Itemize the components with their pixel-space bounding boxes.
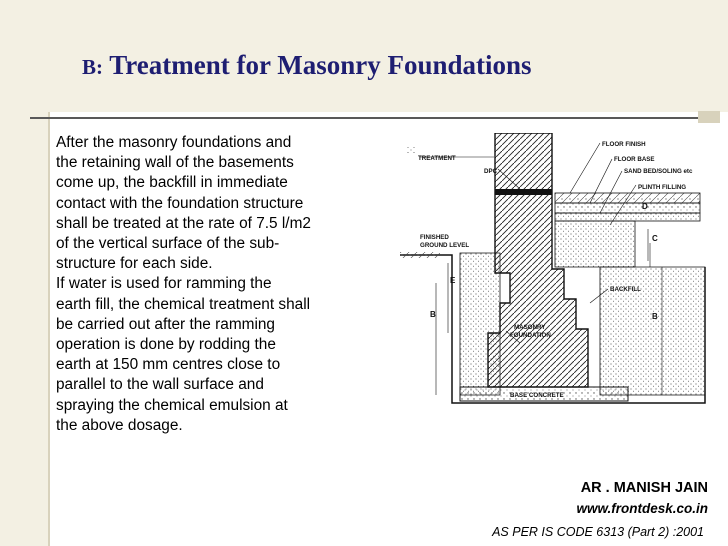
code-reference: AS PER IS CODE 6313 (Part 2) :2001: [492, 525, 704, 539]
dim-e: E: [450, 276, 456, 285]
dim-b-right: B: [652, 312, 658, 321]
treatment-legend-swatch: [406, 147, 416, 153]
body-paragraph: After the masonry foundations and the retaining wall of the basements come up, the backfill in immediate contact with the foundation structure shall be treated at the rate of 7.5 l/m2 of the vertical surface of the sub- structure for each side. If water is used for ramming the earth fill, the chemical treatment shall be carried out after the ramming operation is done by rodding the earth at 150 mm centres close to parallel to the wall surface and spraying the chemical emulsion at the above dosage.: [56, 134, 311, 434]
website-link[interactable]: www.frontdesk.co.in: [576, 501, 708, 516]
label-floor-finish: FLOOR FINISH: [602, 141, 646, 148]
title-prefix: B:: [82, 55, 103, 79]
label-sand-bed: SAND BED/SOLING etc: [624, 168, 693, 175]
foundation-diagram: [400, 133, 710, 411]
title-text: Treatment for Masonry Foundations: [103, 50, 532, 80]
dim-d: D: [642, 202, 648, 211]
label-plinth-filling: PLINTH FILLING: [638, 184, 687, 191]
slide-title: [82, 50, 532, 81]
label-ground-level: GROUND LEVEL: [420, 242, 470, 249]
title-divider-accent: [698, 111, 720, 123]
label-finished: FINISHED: [420, 234, 449, 241]
label-floor-base: FLOOR BASE: [614, 156, 655, 163]
label-treatment: TREATMENT: [418, 155, 456, 162]
author-name: AR . MANISH JAIN: [580, 480, 708, 496]
dim-c: C: [652, 234, 658, 243]
dim-b-left: B: [430, 310, 436, 319]
label-dpc: DPC: [484, 168, 498, 175]
label-backfill: BACKFILL: [610, 286, 641, 293]
label-masonry: MASONRY: [514, 324, 546, 331]
title-divider: [30, 117, 698, 119]
label-base-concrete: BASE CONCRETE: [510, 392, 564, 399]
label-foundation: FOUNDATION: [510, 332, 551, 339]
